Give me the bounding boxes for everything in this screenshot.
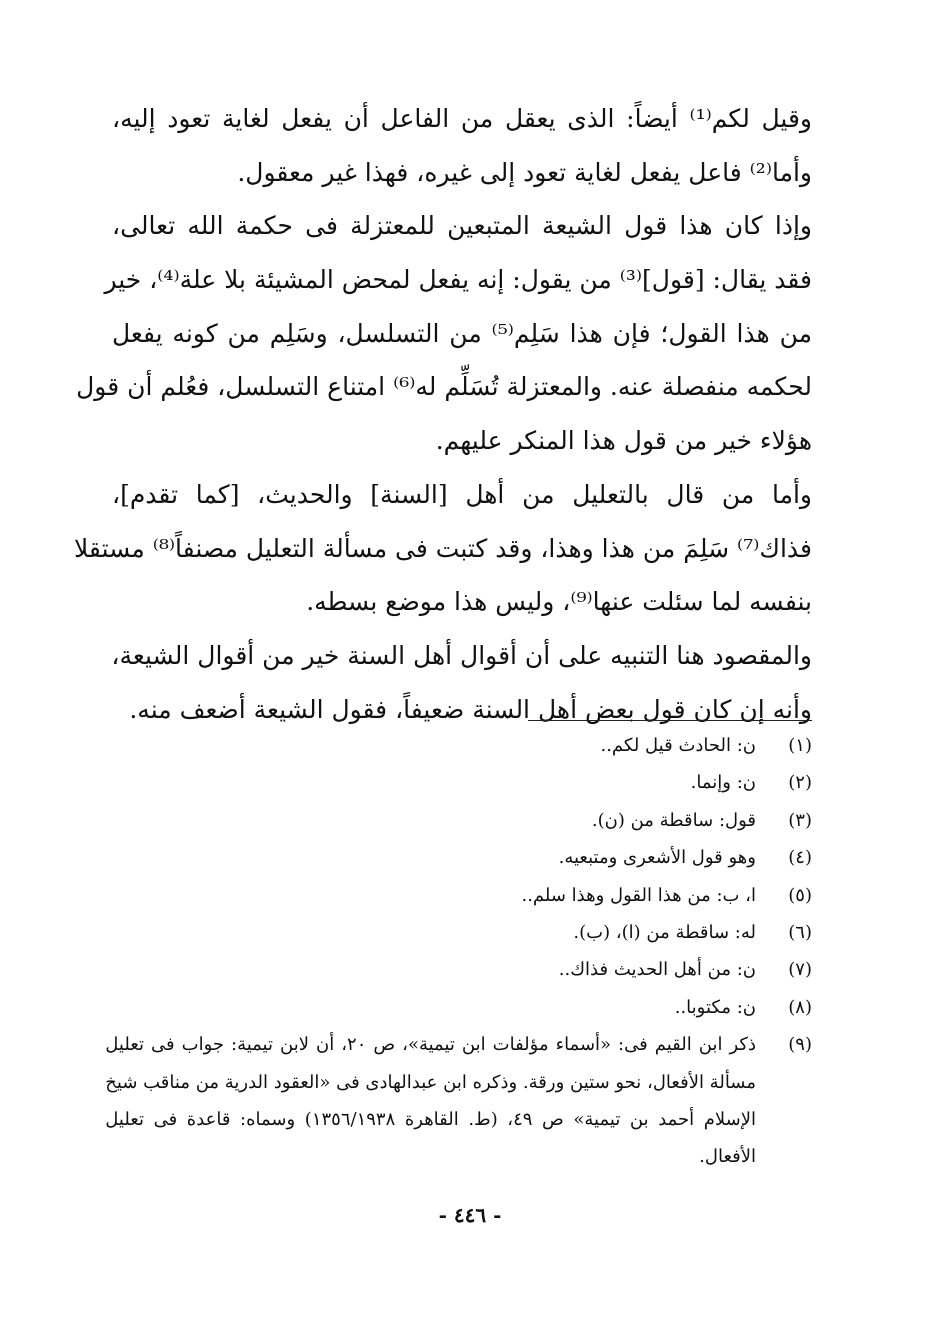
footnote-text: له: ساقطة من (ا)، (ب). [573, 922, 756, 944]
footnote [128, 839, 812, 876]
footnote-text: ن: مكتوبا.. [674, 996, 756, 1018]
text-line: والمقصود هنا التنبيه على أن أقوال أهل السنة خير من أقوال الشيعة، [111, 640, 812, 670]
footnote-text: ن: الحادث قيل لكم.. [600, 735, 756, 756]
footnote [105, 1026, 812, 1176]
footnote [128, 727, 812, 764]
footnote-text: ن: من أهل الحديث فذاك.. [558, 959, 756, 981]
footnote [128, 951, 812, 988]
footnote-number: (٤) [788, 847, 812, 869]
footnote-number: (٩) [788, 1034, 812, 1056]
text-line: فذاك⁽⁷⁾ سَلِمَ من هذا وهذا، وقد كتبت فى مسألة التعليل مصنفاً⁽⁸⁾ مستقلا [74, 533, 812, 563]
footnote [128, 802, 812, 839]
text-line: هؤلاء خير من قول هذا المنكر عليهم. [435, 426, 812, 456]
footnote-line: ذكر ابن القيم فى: «أسماء مؤلفات ابن تيمية»، ص ٢٠، أن لابن تيمية: جواب فى تعليل [105, 1034, 756, 1056]
footnote-text: وهو قول الأشعرى ومتبعيه. [558, 847, 756, 869]
footnote [128, 877, 812, 914]
text-line: وأما⁽²⁾ فاعل يفعل لغاية تعود إلى غيره، فهذا غير معقول. [237, 157, 812, 187]
footnote-number: (١) [788, 735, 812, 756]
main-text [74, 92, 812, 736]
footnote-number: (٨) [788, 996, 812, 1018]
footnote-number: (٣) [788, 809, 812, 831]
text-line: وأنه إن كان قول بعض أهل السنة ضعيفاً، فقول الشيعة أضعف منه. [129, 694, 812, 724]
footnote-number: (٢) [788, 772, 812, 794]
footnote-number: (٦) [788, 922, 812, 944]
text-line: بنفسه لما سئلت عنها⁽⁹⁾، وليس هذا موضع بسطه. [306, 587, 812, 617]
text-line: وقيل لكم⁽¹⁾ أيضاً: الذى يعقل من الفاعل أن يفعل لغاية تعود إليه، [112, 104, 812, 133]
text-line: من هذا القول؛ فإن هذا سَلِم⁽⁵⁾ من التسلسل، وسَلِم من كونه يفعل [112, 318, 812, 348]
page-number: - ٤٤٦ - [438, 1203, 502, 1227]
footnote-text: ن: وإنما. [690, 772, 756, 794]
footnote-line: مسألة الأفعال، نحو ستين ورقة. وذكره ابن عبدالهادى فى «العقود الدرية من مناقب شيخ [105, 1071, 756, 1093]
footnotes [105, 727, 812, 1176]
text-line: فقد يقال: [قول]⁽³⁾ من يقول: إنه يفعل لمحض المشيئة بلا علة⁽⁴⁾، خير [104, 265, 812, 295]
footnote-text: قول: ساقطة من (ن). [591, 809, 756, 831]
footnote-divider [528, 720, 812, 721]
text-line: وأما من قال بالتعليل من أهل [السنة] والحديث، [كما تقدم]، [112, 479, 812, 509]
footnote [128, 914, 812, 951]
text-line: وإذا كان هذا قول الشيعة المتبعين للمعتزلة فى حكمة الله تعالى، [112, 211, 812, 241]
footnote-text [105, 1026, 756, 1176]
footnote-line: الإسلام أحمد بن تيمية» ص ٤٩، (ط. القاهرة ١٣٥٦/١٩٣٨) وسماه: قاعدة فى تعليل [105, 1109, 756, 1131]
footnote-text: ا، ب: من هذا القول وهذا سلم.. [521, 884, 756, 906]
footnote [128, 989, 812, 1026]
footnote-number: (٧) [788, 959, 812, 981]
footnote-line: الأفعال. [699, 1146, 756, 1168]
footnote-number: (٥) [788, 884, 812, 906]
footnote [128, 764, 812, 801]
text-line: لحكمه منفصلة عنه. والمعتزلة تُسَلِّم له⁽⁶⁾ امتناع التسلسل، فعُلم أن قول [76, 372, 812, 402]
